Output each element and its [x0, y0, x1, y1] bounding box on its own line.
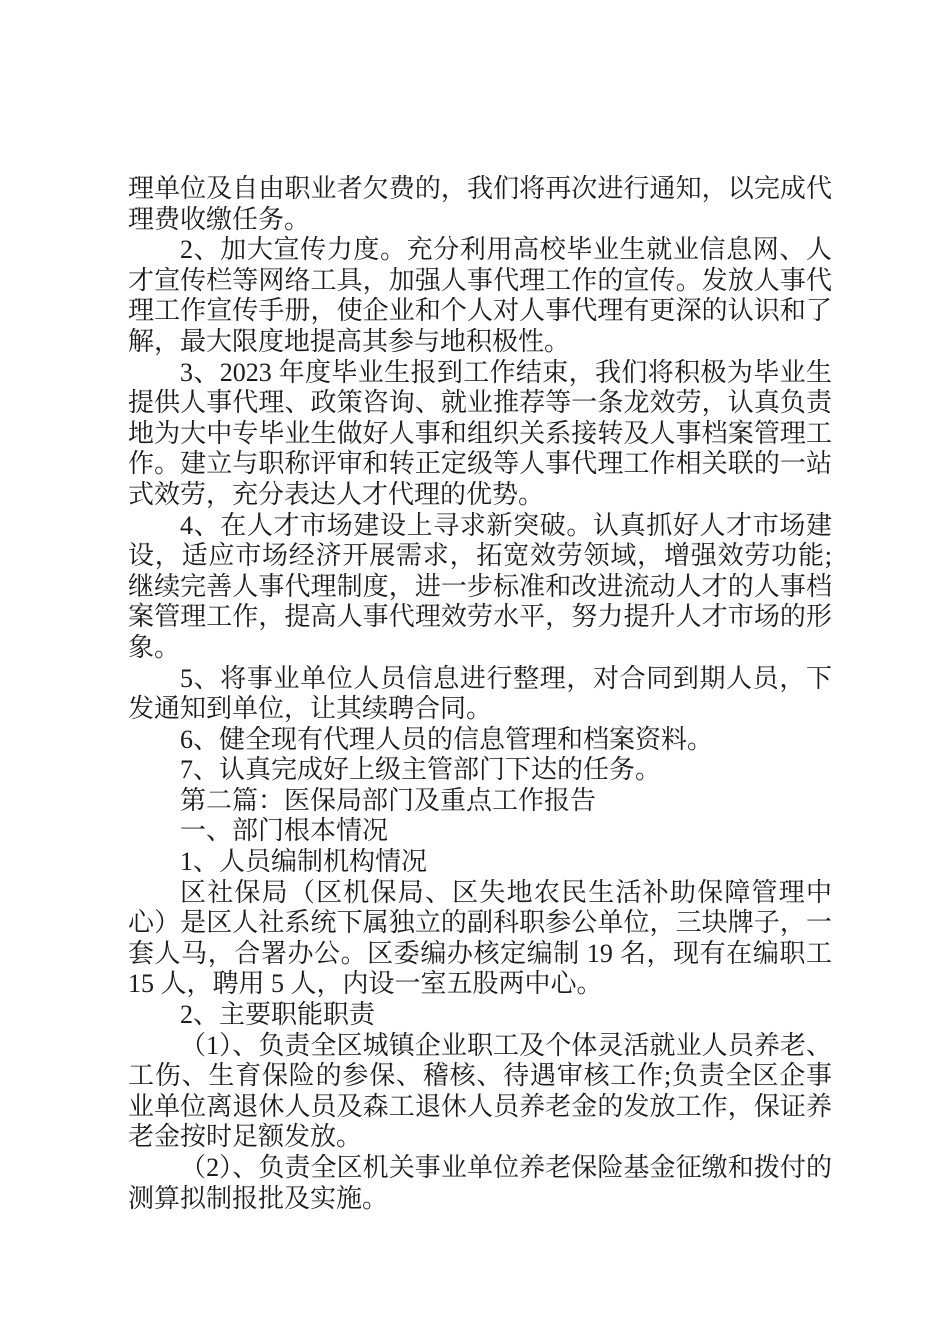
paragraph: 4、在人才市场建设上寻求新突破。认真抓好人才市场建设，适应市场经济开展需求，拓宽效劳领域，增强效劳功能;继续完善人事代理制度，进一步标准和改进流动人才的人事档案管理工作，提高人事代理效劳水平，努力提升人才市场的形象。	[128, 510, 832, 662]
paragraph: 5、将事业单位人员信息进行整理，对合同到期人员，下发通知到单位，让其续聘合同。	[128, 663, 832, 724]
paragraph: 第二篇：医保局部门及重点工作报告	[180, 785, 597, 815]
paragraph: 区社保局（区机保局、区失地农民生活补助保障管理中心）是区人社系统下属独立的副科职参公单位，三块牌子，一套人马，合署办公。区委编办核定编制 19 名，现有在编职工 15 人，聘用 5 人，内设一室五股两中心。	[128, 877, 832, 999]
paragraph: 1、人员编制机构情况	[180, 847, 428, 877]
paragraph: 2、加大宣传力度。充分利用高校毕业生就业信息网、人才宣传栏等网络工具，加强人事代理工作的宣传。发放人事代理工作宣传手册，使企业和个人对人事代理有更深的认识和了解，最大限度地提高其参与地积极性。	[128, 235, 832, 356]
paragraph: 3、2023 年度毕业生报到工作结束，我们将积极为毕业生提供人事代理、政策咨询、就业推荐等一条龙效劳，认真负责地为大中专毕业生做好人事和组织关系接转及人事档案管理工作。建立与职称评审和转正定级等人事代理工作相关联的一站式效劳，充分表达人才代理的优势。	[128, 357, 832, 509]
paragraph: 理单位及自由职业者欠费的，我们将再次进行通知，以完成代理费收缴任务。	[128, 174, 832, 234]
paragraph: （1）、负责全区城镇企业职工及个体灵活就业人员养老、工伤、生育保险的参保、稽核、待遇审核工作;负责全区企事业单位离退休人员及森工退休人员养老金的发放工作，保证养老金按时足额发放。	[128, 1030, 832, 1152]
paragraph: 6、健全现有代理人员的信息管理和档案资料。	[180, 724, 714, 754]
paragraph: 7、认真完成好上级主管部门下达的任务。	[180, 755, 662, 785]
document-body	[128, 174, 832, 1214]
paragraph: 2、主要职能职责	[180, 1000, 376, 1030]
paragraph: （2）、负责全区机关事业单位养老保险基金征缴和拨付的测算拟制报批及实施。	[128, 1153, 832, 1213]
paragraph: 一、部门根本情况	[180, 816, 389, 846]
